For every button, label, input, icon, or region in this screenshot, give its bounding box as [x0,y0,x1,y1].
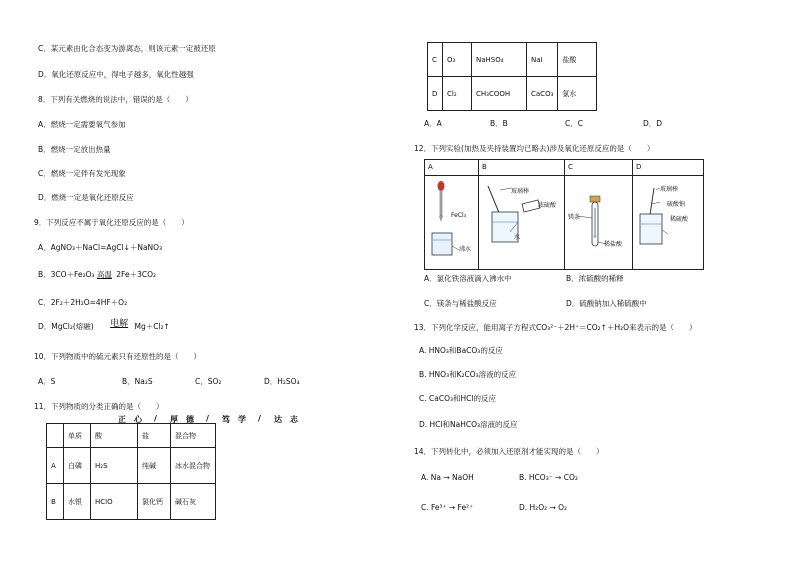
q13-stem: 13．下列化学反应，能用离子方程式CO₃²⁻＋2H⁺＝CO₂↑＋H₂O来表示的是（ ） [414,323,697,332]
q12-option-a: A．氯化铁溶液滴入沸水中 [424,274,512,283]
table-cell: NaI [527,43,558,77]
table-cell: 氯化钙 [138,484,171,520]
q9-option-d [38,319,170,332]
exp-header-d: D [636,163,642,171]
motto-char: 心 [134,415,142,424]
q9-d-left: D．MgCl₂(熔融) [38,322,94,331]
table-cell: Cl₂ [443,77,472,111]
label-dil-hcl: 稀盐酸 [604,241,623,248]
table-cell: 碱石灰 [171,484,216,520]
q10-option-a: A．S [38,377,56,386]
table-row [47,484,216,520]
motto-char: 笃 [222,415,230,424]
table-cell: NaHSO₄ [472,43,527,77]
table-cell: 水银 [64,484,91,520]
label-glass-rod-d: 玻璃棒 [660,186,679,193]
table-cell: CH₃COOH [472,77,527,111]
table-cell: CaCO₃ [527,77,558,111]
q13-option-a: A. HNO₃和BaCO₃的反应 [419,346,503,355]
motto-slash: / [258,414,261,423]
q9-stem: 9．下列反应不属于氧化还原反应的是（ ） [34,218,189,227]
table-cell: 冰水混合物 [171,448,216,484]
table-cell: HClO [91,484,138,520]
q12-stem: 12．下列实验(加热及夹持装置均已略去)涉及氧化还原反应的是（ ） [414,144,655,153]
q7-option-c: C．某元素由化合态变为游离态，则该元素一定被还原 [38,44,216,53]
q9-option-a: A．AgNO₃＋NaCl=AgCl↓＋NaNO₃ [38,243,163,252]
table-row [47,448,216,484]
label-glass-rod-b: 玻璃棒 [511,188,530,195]
q11-table-bottom [427,42,597,111]
col-divider [564,159,565,269]
table-row [428,43,597,77]
exp-header-a: A [428,163,433,171]
q9-d-condition: 电解 [110,319,129,329]
motto-char: 学 [238,415,246,424]
table-cell: D [428,77,443,111]
motto-slash: / [206,414,209,423]
table-cell: 氯水 [558,77,597,111]
motto-char: 正 [118,415,126,424]
q14-option-a: A. Na → NaOH [421,473,474,482]
q11-option-b: B．B [490,119,508,128]
q10-stem: 10．下列物质中的硫元素只有还原性的是（ ） [34,352,202,361]
table-header-row [47,424,216,448]
table-cell: H₂S [91,448,138,484]
table-cell: 盐 [138,424,171,448]
q10-option-c: C．SO₂ [195,377,222,386]
q11-option-c: C．C [565,119,583,128]
table-cell: A [47,448,64,484]
q9-option-c: C．2F₂＋2H₂O=4HF＋O₂ [38,298,128,307]
motto-char: 厚 [170,415,178,424]
label-dil-acid: 稀硫酸 [670,216,689,223]
exp-header-c: C [568,163,573,171]
table-cell [47,424,64,448]
label-nahso4: 硫酸钠 [667,201,686,208]
col-divider [478,159,479,269]
motto-slash: / [154,414,157,423]
q12-option-d: D．硫酸钠加入稀硫酸中 [566,299,647,308]
q7-option-d: D．氧化还原反应中，得电子越多，氧化性越强 [38,70,194,79]
q9-option-b [38,270,156,280]
q12-option-c: C．镁条与稀盐酸反应 [424,299,497,308]
q8-option-b: B．燃烧一定放出热量 [38,145,111,154]
table-cell: 单质 [64,424,91,448]
table-cell: 白磷 [64,448,91,484]
q14-option-c: C. Fe³⁺ → Fe²⁺ [421,503,474,512]
q14-option-b: B. HCO₃⁻ → CO₂ [519,473,578,482]
table-cell: 酸 [91,424,138,448]
q13-option-d: D. HCl和NaHCO₃溶液的反应 [419,420,518,429]
label-boiling-water: 沸水 [459,246,472,253]
q11-option-d: D．D [643,119,663,128]
table-cell: C [428,43,443,77]
q14-stem: 14．下列转化中，必须加入还原剂才能实现的是（ ） [414,447,604,456]
q13-option-c: C. CaCO₃和HCl的反应 [419,394,496,403]
q9-d-right: Mg＋Cl₂↑ [134,322,170,331]
q8-option-d: D．燃烧一定是氧化还原反应 [38,193,134,202]
label-fecl3: FeCl₃ [451,212,467,219]
q8-option-c: C．燃烧一定伴有发光现象 [38,169,126,178]
table-cell: O₃ [443,43,472,77]
col-divider [632,159,633,269]
q11-option-a: A．A [424,119,442,128]
table-row [428,77,597,111]
q11-table-top [46,423,216,520]
q11-stem: 11．下列物质的分类正确的是（ ） [34,402,164,411]
q14-option-d: D. H₂O₂ → O₂ [519,503,568,512]
q12-option-b: B．浓硫酸的稀释 [566,274,624,283]
label-mg: 镁条 [568,214,581,221]
motto-char: 志 [290,415,298,424]
q9-b-condition: 高温 [96,270,112,279]
q9-b-right: 2Fe＋3CO₂ [116,270,156,279]
label-water: 水 [514,234,521,241]
label-conc-acid: 浓硫酸 [538,202,557,209]
exp-header-b: B [482,163,487,171]
q10-option-b: B．Na₂S [122,377,153,386]
q10-option-d: D．H₂SO₄ [264,377,300,386]
table-cell: 盐酸 [558,43,597,77]
table-cell: B [47,484,64,520]
table-cell: 混合物 [171,424,216,448]
table-cell: 纯碱 [138,448,171,484]
motto-char: 达 [274,415,282,424]
q13-option-b: B. HNO₃和K₂CO₃溶液的反应 [419,370,517,379]
motto-char: 德 [186,415,194,424]
q8-option-a: A．燃烧一定需要氧气参加 [38,120,126,129]
q8-stem: 8．下列有关燃烧的说法中，错误的是（ ） [38,95,193,104]
q9-b-left: B．3CO＋Fe₂O₃ [38,270,95,279]
